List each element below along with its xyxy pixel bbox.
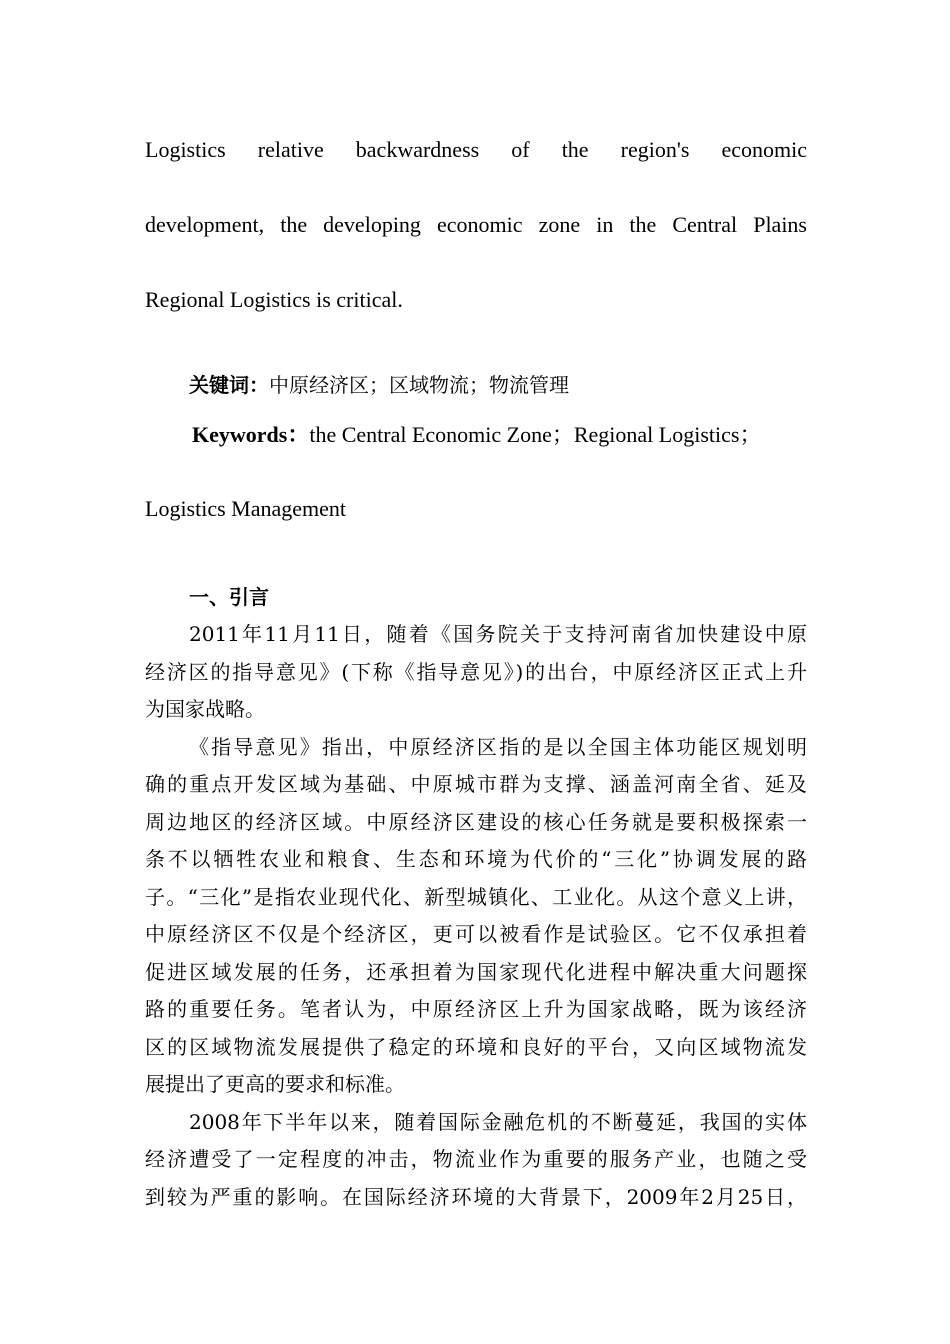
body-line: 确的重点开发区域为基础、中原城市群为支撑、涵盖河南全省、延及 bbox=[145, 772, 807, 796]
body-line: 2008年下半年以来，随着国际金融危机的不断蔓延，我国的实体 bbox=[189, 1109, 807, 1134]
body-line: 子。“三化”是指农业现代化、新型城镇化、工业化。从这个意义上讲， bbox=[145, 884, 807, 909]
abstract-line: development, the developing economic zone in the Central Plains bbox=[145, 212, 807, 237]
section-heading: 一、引言 bbox=[189, 585, 269, 609]
abstract-line: Regional Logistics is critical. bbox=[145, 287, 403, 312]
keywords-english bbox=[192, 420, 761, 450]
body-line: 到较为严重的影响。在国际经济环境的大背景下，2009年2月25日， bbox=[145, 1184, 807, 1209]
body-line: 周边地区的经济区域。中原经济区建设的核心任务就是要积极探索一 bbox=[145, 809, 807, 834]
body-line: 经济遭受了一定程度的冲击，物流业作为重要的服务产业，也随之受 bbox=[145, 1147, 807, 1171]
body-line: 为国家战略。 bbox=[145, 697, 265, 721]
keywords-chinese-text: 中原经济区；区域物流；物流管理 bbox=[269, 373, 569, 397]
keywords-chinese bbox=[189, 370, 569, 400]
body-line: 2011年11月11日，随着《国务院关于支持河南省加快建设中原 bbox=[189, 622, 807, 646]
body-line: 促进区域发展的任务，还承担着为国家现代化进程中解决重大问题探 bbox=[145, 959, 807, 984]
body-line: 路的重要任务。笔者认为，中原经济区上升为国家战略，既为该经济 bbox=[145, 997, 807, 1021]
abstract-english bbox=[145, 112, 807, 337]
body-line: 条不以牺牲农业和粮食、生态和环境为代价的“三化”协调发展的路 bbox=[145, 847, 807, 871]
keywords-english-label: Keywords： bbox=[192, 422, 310, 447]
section-body bbox=[145, 616, 807, 1216]
keywords-english-text: the Central Economic Zone；Regional Logistics； bbox=[309, 422, 762, 447]
body-line: 展提出了更高的要求和标准。 bbox=[145, 1072, 405, 1096]
keywords-english-continuation: Logistics Management bbox=[145, 496, 347, 521]
abstract-line: Logistics relative backwardness of the region's economic bbox=[145, 137, 807, 162]
body-line: 中原经济区不仅是个经济区，更可以被看作是试验区。它不仅承担着 bbox=[145, 922, 807, 946]
body-line: 区的区域物流发展提供了稳定的环境和良好的平台，又向区域物流发 bbox=[145, 1034, 807, 1059]
keywords-chinese-label: 关键词： bbox=[189, 373, 269, 397]
body-line: 《指导意见》指出，中原经济区指的是以全国主体功能区规划明 bbox=[189, 734, 807, 759]
body-line: 经济区的指导意见》(下称《指导意见》)的出台，中原经济区正式上升 bbox=[145, 659, 807, 684]
